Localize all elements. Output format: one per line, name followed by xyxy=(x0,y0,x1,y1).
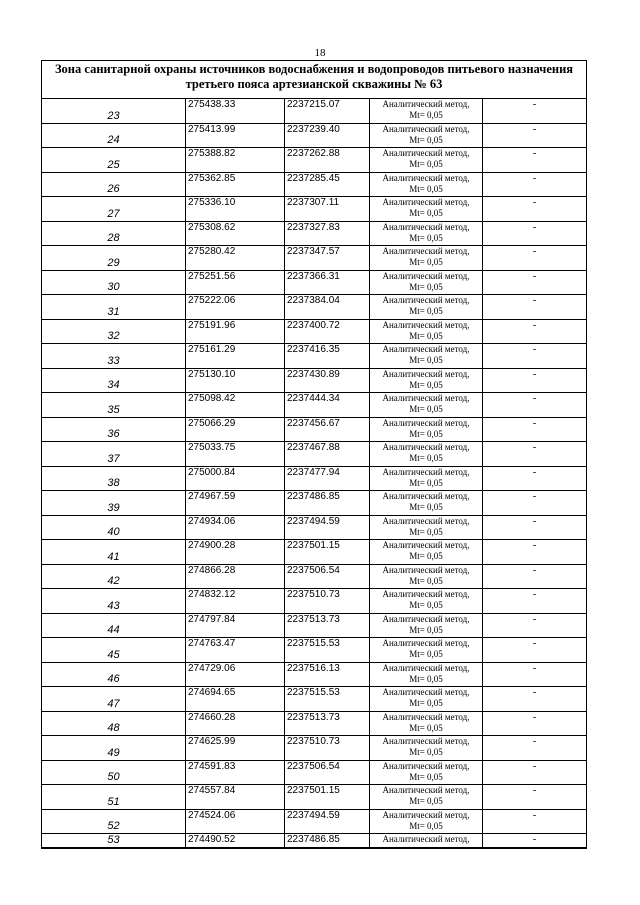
point-number-cell xyxy=(42,662,186,687)
y-coordinate: 2237513.73 xyxy=(285,613,370,638)
x-coordinate: 274694.65 xyxy=(186,687,285,712)
x-coordinate: 275098.42 xyxy=(186,393,285,418)
table-row xyxy=(42,613,586,638)
table-row xyxy=(42,270,586,295)
method-text: Аналитический метод, xyxy=(382,809,470,820)
accuracy-text: Mt= 0,05 xyxy=(409,208,443,218)
y-coordinate: 2237444.34 xyxy=(285,393,370,418)
point-number: 49 xyxy=(107,746,120,759)
accuracy-text: Mt= 0,05 xyxy=(409,428,443,439)
point-number-cell xyxy=(42,270,186,295)
point-number: 46 xyxy=(107,673,120,685)
method-cell xyxy=(370,785,483,810)
method-cell xyxy=(370,319,483,344)
point-number-cell xyxy=(42,466,186,491)
table-row xyxy=(42,834,586,848)
point-number-cell xyxy=(42,99,186,123)
table-row xyxy=(42,246,586,271)
document-title: Зона санитарной охраны источников водоснабжения и водопроводов питьевого назначения третьего пояса артезианской скважины № 63 xyxy=(42,61,586,99)
method-cell xyxy=(370,123,483,148)
method-text: Аналитический метод, xyxy=(382,515,470,526)
point-number-cell xyxy=(42,417,186,442)
table-row xyxy=(42,99,586,123)
extra-cell: - xyxy=(483,270,587,295)
table-row xyxy=(42,197,586,222)
x-coordinate: 275413.99 xyxy=(186,123,285,148)
method-cell xyxy=(370,417,483,442)
table-row xyxy=(42,687,586,712)
method-cell xyxy=(370,662,483,687)
y-coordinate: 2237416.35 xyxy=(285,344,370,369)
accuracy-text: Mt= 0,05 xyxy=(409,477,443,488)
extra-cell: - xyxy=(483,834,587,848)
method-cell xyxy=(370,172,483,197)
coordinates-document xyxy=(41,60,587,849)
extra-cell: - xyxy=(483,368,587,393)
accuracy-text: Mt= 0,05 xyxy=(409,110,443,120)
y-coordinate: 2237384.04 xyxy=(285,295,370,320)
accuracy-text: Mt= 0,05 xyxy=(409,820,443,831)
accuracy-text: Mt= 0,05 xyxy=(409,600,443,610)
accuracy-text: Mt= 0,05 xyxy=(409,747,443,757)
point-number: 38 xyxy=(107,477,120,489)
point-number: 34 xyxy=(107,379,120,391)
point-number-cell xyxy=(42,393,186,418)
method-text: Аналитический метод, xyxy=(382,613,470,624)
accuracy-text: Mt= 0,05 xyxy=(409,551,443,561)
point-number: 25 xyxy=(107,158,120,171)
point-number-cell xyxy=(42,638,186,663)
accuracy-text: Mt= 0,05 xyxy=(409,257,443,267)
x-coordinate: 274934.06 xyxy=(186,515,285,540)
point-number-cell xyxy=(42,221,186,246)
table-row xyxy=(42,515,586,540)
point-number: 41 xyxy=(107,550,120,563)
y-coordinate: 2237285.45 xyxy=(285,172,370,197)
method-cell xyxy=(370,99,483,123)
point-number: 33 xyxy=(107,354,120,367)
coordinates-table xyxy=(42,99,586,848)
extra-cell: - xyxy=(483,540,587,565)
extra-cell: - xyxy=(483,246,587,271)
method-text: Аналитический метод, xyxy=(382,540,470,550)
method-cell xyxy=(370,295,483,320)
y-coordinate: 2237494.59 xyxy=(285,809,370,834)
method-text: Аналитический метод, xyxy=(382,687,470,697)
method-cell xyxy=(370,393,483,418)
method-cell xyxy=(370,564,483,589)
point-number: 28 xyxy=(107,232,120,244)
method-cell xyxy=(370,687,483,712)
extra-cell: - xyxy=(483,711,587,736)
accuracy-text: Mt= 0,05 xyxy=(409,771,443,782)
x-coordinate: 275130.10 xyxy=(186,368,285,393)
y-coordinate: 2237515.53 xyxy=(285,687,370,712)
point-number-cell xyxy=(42,442,186,467)
method-cell xyxy=(370,221,483,246)
method-cell xyxy=(370,466,483,491)
method-text: Аналитический метод, xyxy=(382,785,470,795)
point-number-cell xyxy=(42,834,186,848)
point-number-cell xyxy=(42,785,186,810)
extra-cell: - xyxy=(483,99,587,123)
method-text: Аналитический метод, xyxy=(382,368,470,379)
point-number: 27 xyxy=(107,207,120,220)
method-cell xyxy=(370,368,483,393)
y-coordinate: 2237307.11 xyxy=(285,197,370,222)
table-row xyxy=(42,760,586,785)
accuracy-text: Mt= 0,05 xyxy=(409,404,443,414)
extra-cell: - xyxy=(483,148,587,173)
method-cell xyxy=(370,515,483,540)
table-row xyxy=(42,123,586,148)
x-coordinate: 274967.59 xyxy=(186,491,285,516)
extra-cell: - xyxy=(483,123,587,148)
method-text: Аналитический метод, xyxy=(382,393,470,403)
method-text: Аналитический метод, xyxy=(382,736,470,746)
method-text: Аналитический метод, xyxy=(382,123,470,134)
x-coordinate: 275033.75 xyxy=(186,442,285,467)
method-text: Аналитический метод, xyxy=(382,662,470,673)
method-text: Аналитический метод, xyxy=(382,172,470,183)
table-row xyxy=(42,638,586,663)
accuracy-text: Mt= 0,05 xyxy=(409,134,443,145)
point-number: 30 xyxy=(107,281,120,293)
x-coordinate: 275308.62 xyxy=(186,221,285,246)
y-coordinate: 2237486.85 xyxy=(285,491,370,516)
extra-cell: - xyxy=(483,736,587,761)
point-number: 42 xyxy=(107,575,120,587)
method-text: Аналитический метод, xyxy=(382,589,470,599)
point-number: 47 xyxy=(107,697,120,710)
point-number-cell xyxy=(42,319,186,344)
x-coordinate: 274625.99 xyxy=(186,736,285,761)
point-number-cell xyxy=(42,491,186,516)
method-text: Аналитический метод, xyxy=(382,319,470,330)
point-number-cell xyxy=(42,687,186,712)
y-coordinate: 2237506.54 xyxy=(285,564,370,589)
point-number: 32 xyxy=(107,330,120,342)
accuracy-text: Mt= 0,05 xyxy=(409,330,443,341)
method-cell xyxy=(370,246,483,271)
accuracy-text: Mt= 0,05 xyxy=(409,722,443,733)
method-text: Аналитический метод, xyxy=(382,760,470,771)
accuracy-text: Mt= 0,05 xyxy=(409,526,443,537)
extra-cell: - xyxy=(483,295,587,320)
table-row xyxy=(42,221,586,246)
point-number-cell xyxy=(42,809,186,834)
method-cell xyxy=(370,344,483,369)
extra-cell: - xyxy=(483,589,587,614)
x-coordinate: 274900.28 xyxy=(186,540,285,565)
point-number: 35 xyxy=(107,403,120,416)
table-row xyxy=(42,148,586,173)
point-number-cell xyxy=(42,736,186,761)
x-coordinate: 275362.85 xyxy=(186,172,285,197)
y-coordinate: 2237467.88 xyxy=(285,442,370,467)
table-row xyxy=(42,442,586,467)
point-number: 39 xyxy=(107,501,120,514)
table-row xyxy=(42,540,586,565)
y-coordinate: 2237510.73 xyxy=(285,736,370,761)
point-number-cell xyxy=(42,711,186,736)
accuracy-text: Mt= 0,05 xyxy=(409,673,443,684)
y-coordinate: 2237366.31 xyxy=(285,270,370,295)
extra-cell: - xyxy=(483,760,587,785)
method-text: Аналитический метод, xyxy=(382,638,470,648)
table-row xyxy=(42,295,586,320)
point-number: 36 xyxy=(107,428,120,440)
point-number: 31 xyxy=(107,305,120,318)
x-coordinate: 275251.56 xyxy=(186,270,285,295)
extra-cell: - xyxy=(483,564,587,589)
table-row xyxy=(42,393,586,418)
x-coordinate: 274797.84 xyxy=(186,613,285,638)
y-coordinate: 2237239.40 xyxy=(285,123,370,148)
table-row xyxy=(42,589,586,614)
point-number: 45 xyxy=(107,648,120,661)
point-number-cell xyxy=(42,515,186,540)
table-row xyxy=(42,466,586,491)
accuracy-text: Mt= 0,05 xyxy=(409,355,443,365)
point-number: 50 xyxy=(107,771,120,783)
y-coordinate: 2237515.53 xyxy=(285,638,370,663)
accuracy-text: Mt= 0,05 xyxy=(409,159,443,169)
table-row xyxy=(42,344,586,369)
point-number-cell xyxy=(42,197,186,222)
point-number: 43 xyxy=(107,599,120,612)
y-coordinate: 2237430.89 xyxy=(285,368,370,393)
point-number: 24 xyxy=(107,134,120,146)
method-text: Аналитический метод, xyxy=(382,295,470,305)
method-cell xyxy=(370,540,483,565)
method-text: Аналитический метод, xyxy=(382,99,470,109)
point-number: 53 xyxy=(107,834,120,846)
table-row xyxy=(42,319,586,344)
table-row xyxy=(42,564,586,589)
point-number-cell xyxy=(42,589,186,614)
x-coordinate: 275000.84 xyxy=(186,466,285,491)
method-cell xyxy=(370,148,483,173)
extra-cell: - xyxy=(483,197,587,222)
y-coordinate: 2237262.88 xyxy=(285,148,370,173)
point-number: 23 xyxy=(107,109,120,122)
extra-cell: - xyxy=(483,491,587,516)
method-text: Аналитический метод, xyxy=(382,564,470,575)
point-number: 26 xyxy=(107,183,120,195)
method-text: Аналитический метод, xyxy=(382,442,470,452)
extra-cell: - xyxy=(483,638,587,663)
x-coordinate: 274660.28 xyxy=(186,711,285,736)
table-row xyxy=(42,736,586,761)
table-row xyxy=(42,662,586,687)
method-text: Аналитический метод, xyxy=(382,197,470,207)
table-row xyxy=(42,785,586,810)
extra-cell: - xyxy=(483,809,587,834)
accuracy-text: Mt= 0,05 xyxy=(409,575,443,586)
method-text: Аналитический метод, xyxy=(382,491,470,501)
point-number: 51 xyxy=(107,795,120,808)
x-coordinate: 275161.29 xyxy=(186,344,285,369)
x-coordinate: 275066.29 xyxy=(186,417,285,442)
point-number-cell xyxy=(42,540,186,565)
table-row xyxy=(42,172,586,197)
accuracy-text: Mt= 0,05 xyxy=(409,379,443,390)
accuracy-text: Mt= 0,05 xyxy=(409,649,443,659)
x-coordinate: 275438.33 xyxy=(186,99,285,123)
accuracy-text: Mt= 0,05 xyxy=(409,232,443,243)
y-coordinate: 2237215.07 xyxy=(285,99,370,123)
method-cell xyxy=(370,270,483,295)
method-cell xyxy=(370,711,483,736)
point-number: 29 xyxy=(107,256,120,269)
method-text: Аналитический метод, xyxy=(382,834,470,844)
table-row xyxy=(42,417,586,442)
point-number: 52 xyxy=(107,820,120,832)
point-number-cell xyxy=(42,295,186,320)
point-number-cell xyxy=(42,123,186,148)
page-number: 18 xyxy=(314,47,326,59)
y-coordinate: 2237327.83 xyxy=(285,221,370,246)
point-number: 37 xyxy=(107,452,120,465)
y-coordinate: 2237400.72 xyxy=(285,319,370,344)
x-coordinate: 275280.42 xyxy=(186,246,285,271)
extra-cell: - xyxy=(483,417,587,442)
method-cell xyxy=(370,197,483,222)
point-number-cell xyxy=(42,368,186,393)
x-coordinate: 274832.12 xyxy=(186,589,285,614)
point-number: 40 xyxy=(107,526,120,538)
method-text: Аналитический метод, xyxy=(382,246,470,256)
x-coordinate: 275388.82 xyxy=(186,148,285,173)
x-coordinate: 274866.28 xyxy=(186,564,285,589)
y-coordinate: 2237501.15 xyxy=(285,785,370,810)
table-row xyxy=(42,809,586,834)
method-cell xyxy=(370,491,483,516)
extra-cell: - xyxy=(483,687,587,712)
extra-cell: - xyxy=(483,319,587,344)
accuracy-text: Mt= 0,05 xyxy=(409,306,443,316)
point-number-cell xyxy=(42,246,186,271)
y-coordinate: 2237516.13 xyxy=(285,662,370,687)
accuracy-text: Mt= 0,05 xyxy=(409,796,443,806)
x-coordinate: 274490.52 xyxy=(186,834,285,848)
y-coordinate: 2237347.57 xyxy=(285,246,370,271)
accuracy-text: Mt= 0,05 xyxy=(409,183,443,194)
table-row xyxy=(42,368,586,393)
x-coordinate: 274729.06 xyxy=(186,662,285,687)
y-coordinate: 2237456.67 xyxy=(285,417,370,442)
point-number: 44 xyxy=(107,624,120,636)
extra-cell: - xyxy=(483,344,587,369)
x-coordinate: 274763.47 xyxy=(186,638,285,663)
extra-cell: - xyxy=(483,662,587,687)
method-cell xyxy=(370,613,483,638)
extra-cell: - xyxy=(483,393,587,418)
x-coordinate: 275222.06 xyxy=(186,295,285,320)
point-number-cell xyxy=(42,172,186,197)
method-text: Аналитический метод, xyxy=(382,466,470,477)
point-number-cell xyxy=(42,564,186,589)
method-text: Аналитический метод, xyxy=(382,270,470,281)
method-text: Аналитический метод, xyxy=(382,148,470,158)
accuracy-text: Mt= 0,05 xyxy=(409,281,443,292)
point-number-cell xyxy=(42,613,186,638)
point-number-cell xyxy=(42,148,186,173)
y-coordinate: 2237506.54 xyxy=(285,760,370,785)
accuracy-text: Mt= 0,05 xyxy=(409,698,443,708)
accuracy-text: Mt= 0,05 xyxy=(409,453,443,463)
method-text: Аналитический метод, xyxy=(382,711,470,722)
method-text: Аналитический метод, xyxy=(382,221,470,232)
y-coordinate: 2237501.15 xyxy=(285,540,370,565)
method-cell xyxy=(370,442,483,467)
point-number-cell xyxy=(42,760,186,785)
accuracy-text: Mt= 0,05 xyxy=(409,502,443,512)
method-cell xyxy=(370,760,483,785)
method-cell xyxy=(370,834,483,848)
x-coordinate: 275191.96 xyxy=(186,319,285,344)
method-cell xyxy=(370,638,483,663)
x-coordinate: 274557.84 xyxy=(186,785,285,810)
y-coordinate: 2237510.73 xyxy=(285,589,370,614)
y-coordinate: 2237486.85 xyxy=(285,834,370,848)
extra-cell: - xyxy=(483,613,587,638)
method-cell xyxy=(370,736,483,761)
extra-cell: - xyxy=(483,785,587,810)
extra-cell: - xyxy=(483,442,587,467)
method-cell xyxy=(370,809,483,834)
method-text: Аналитический метод, xyxy=(382,417,470,428)
point-number: 48 xyxy=(107,722,120,734)
extra-cell: - xyxy=(483,466,587,491)
method-cell xyxy=(370,589,483,614)
extra-cell: - xyxy=(483,515,587,540)
y-coordinate: 2237477.94 xyxy=(285,466,370,491)
table-row xyxy=(42,711,586,736)
method-text: Аналитический метод, xyxy=(382,344,470,354)
extra-cell: - xyxy=(483,172,587,197)
y-coordinate: 2237494.59 xyxy=(285,515,370,540)
x-coordinate: 275336.10 xyxy=(186,197,285,222)
x-coordinate: 274524.06 xyxy=(186,809,285,834)
x-coordinate: 274591.83 xyxy=(186,760,285,785)
y-coordinate: 2237513.73 xyxy=(285,711,370,736)
accuracy-text: Mt= 0,05 xyxy=(409,624,443,635)
extra-cell: - xyxy=(483,221,587,246)
table-row xyxy=(42,491,586,516)
point-number-cell xyxy=(42,344,186,369)
